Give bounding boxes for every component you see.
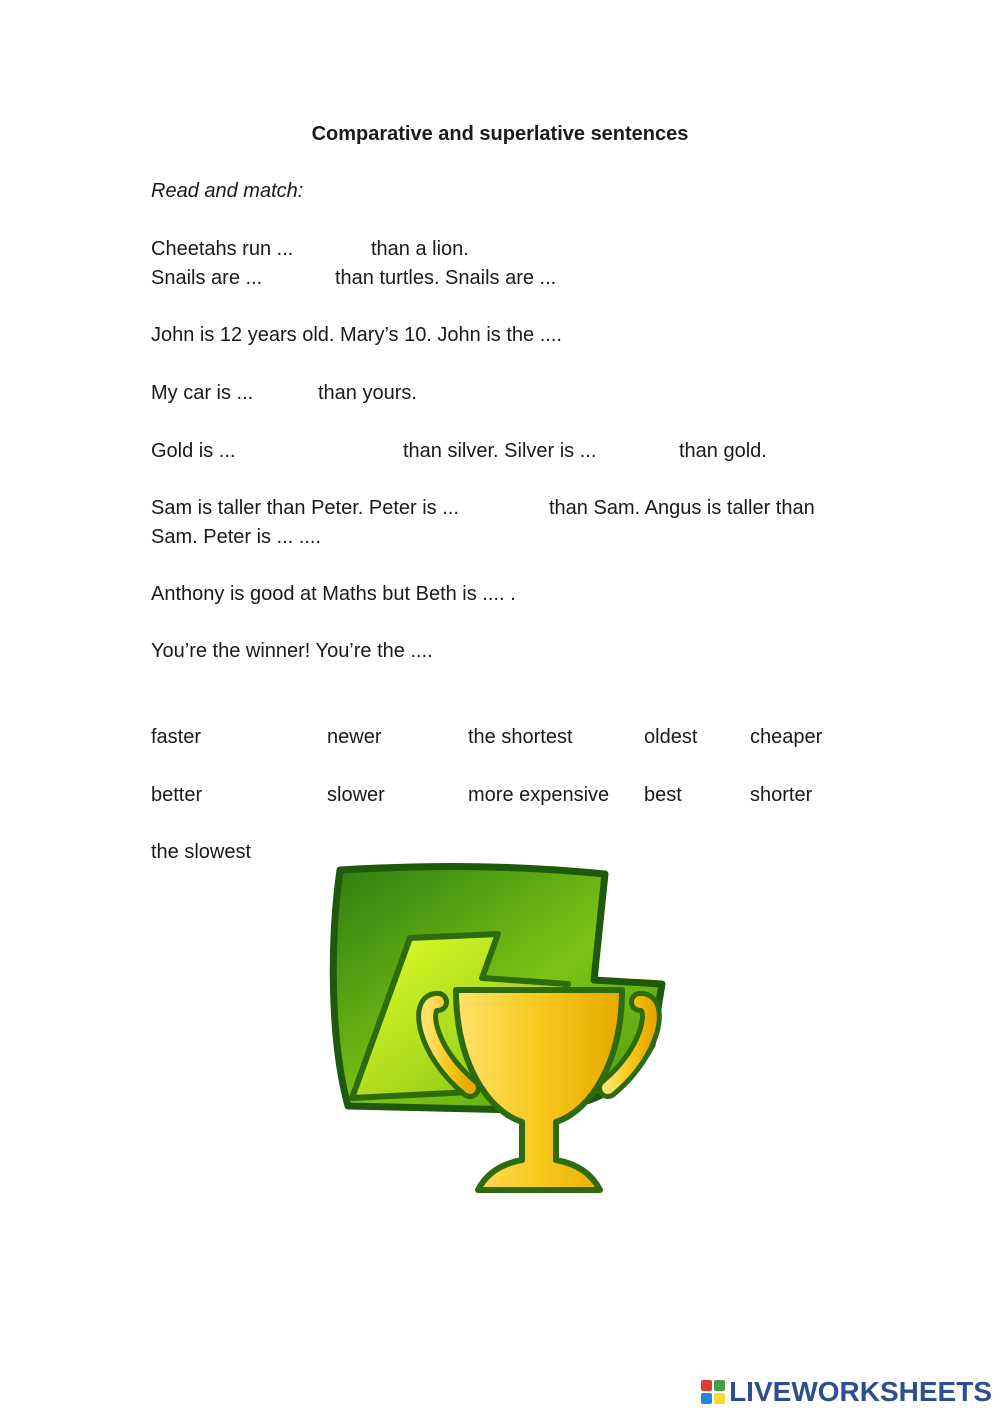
page-title: Comparative and superlative sentences	[311, 123, 689, 145]
trophy-icon	[322, 860, 678, 1216]
word-bank-item: best	[644, 784, 682, 806]
word-bank-item: oldest	[644, 726, 698, 748]
logo-square	[701, 1393, 712, 1404]
answer-blank[interactable]	[270, 267, 326, 290]
logo-square	[714, 1380, 725, 1391]
sentence-text: Anthony is good at Maths but Beth is .... .	[151, 583, 516, 605]
sentence-text: Cheetahs run ...	[151, 238, 294, 260]
answer-blank[interactable]	[245, 440, 395, 463]
brand-logo-icon	[701, 1380, 725, 1404]
sentence-text: than yours.	[318, 382, 417, 404]
sentence-text: Sam. Peter is ... ....	[151, 526, 322, 548]
logo-square	[714, 1393, 725, 1404]
answer-blank[interactable]	[305, 238, 361, 261]
instruction: Read and match:	[151, 180, 304, 202]
answer-blank[interactable]	[262, 382, 318, 405]
word-bank-item: shorter	[750, 784, 813, 806]
sentence-text: My car is ...	[151, 382, 254, 404]
answer-blank[interactable]	[615, 440, 671, 463]
sentence-text: Gold is ...	[151, 440, 236, 462]
word-bank-item: faster	[151, 726, 202, 748]
logo-square	[701, 1380, 712, 1391]
answer-blank[interactable]	[577, 267, 633, 290]
word-bank-item: the slowest	[151, 841, 252, 863]
answer-blank[interactable]	[590, 324, 646, 347]
sentence-text: than turtles. Snails are ...	[335, 267, 557, 289]
sentence-text: than gold.	[679, 440, 767, 462]
sentence-text: than a lion.	[371, 238, 469, 260]
sentence-text: John is 12 years old. Mary’s 10. John is the ....	[151, 324, 562, 346]
word-bank-item: newer	[327, 726, 382, 748]
word-bank-item: slower	[327, 784, 385, 806]
liveworksheets-logo	[701, 1374, 992, 1410]
sentence-text: Snails are ...	[151, 267, 263, 289]
word-bank-item: more expensive	[468, 784, 610, 806]
word-bank-item: the shortest	[468, 726, 573, 748]
answer-blank[interactable]	[484, 497, 540, 520]
sentence-text: than silver. Silver is ...	[403, 440, 597, 462]
sentence-text: than Sam. Angus is taller than	[549, 497, 815, 519]
brand-name: LIVEWORKSHEETS	[729, 1376, 992, 1407]
word-bank-item: cheaper	[750, 726, 823, 748]
sentence-text: Sam is taller than Peter. Peter is ...	[151, 497, 459, 519]
sentence-text: You’re the winner! You’re the ....	[151, 640, 433, 662]
word-bank-item: better	[151, 784, 203, 806]
